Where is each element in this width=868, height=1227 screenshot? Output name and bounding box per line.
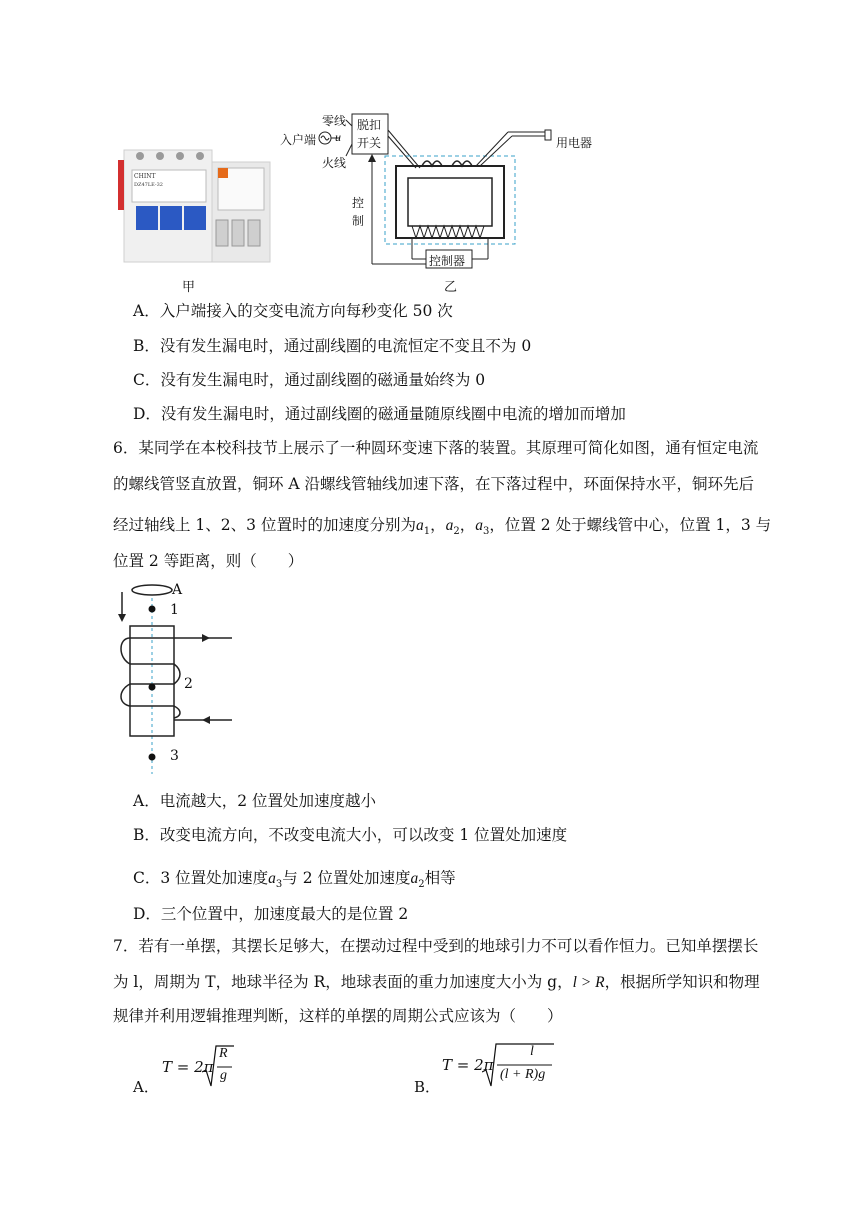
label-pos-2: 2 [184, 676, 193, 692]
label-live-line: 火线 [322, 156, 347, 170]
breaker-model: DZ47LE-32 [134, 182, 163, 188]
label-control-2: 制 [352, 214, 365, 228]
q6-option-a: A．电流越大，2 位置处加速度越小 [133, 792, 376, 810]
q6-option-d: D．三个位置中，加速度最大的是位置 2 [133, 905, 409, 923]
q7-line-3: 规律并利用逻辑推理判断，这样的单摆的周期公式应该为（ ） [113, 1007, 563, 1025]
q6-option-c: C．3 位置处加速度$a_3$与 2 位置处加速度$a_2$相等 [133, 869, 456, 891]
q6-line-1: 6．某同学在本校科技节上展示了一种圆环变速下落的装置。其原理可简化如图，通有恒定电流 [113, 439, 759, 457]
fig-jia-caption: 甲 [182, 280, 196, 295]
q6-line-2: 的螺线管竖直放置，铜环 A 沿螺线管轴线加速下落，在下落过程中，环面保持水平，铜环先后 [113, 475, 755, 493]
q6-line-4: 位置 2 等距离，则（ ） [113, 552, 304, 570]
solenoid-figure [110, 578, 250, 774]
label-controller: 控制器 [429, 254, 466, 268]
breaker-photo [118, 140, 276, 268]
label-pos-1: 1 [170, 602, 179, 618]
label-u: u [335, 130, 341, 144]
label-switch-2: 开关 [357, 136, 382, 150]
q6-line-3: 经过轴线上 1、2、3 位置时的加速度分别为$a_1$，$a_2$，$a_3$，位置 2 处于螺线管中心，位置 1，3 与 [113, 516, 772, 538]
q7-formula-a: T = 2π R g [162, 1044, 242, 1090]
label-appliance: 用电器 [556, 136, 593, 150]
circuit-diagram [280, 108, 600, 288]
label-ring-A: A [172, 582, 183, 598]
breaker-brand: CHINT [134, 173, 156, 180]
label-pos-3: 3 [170, 748, 179, 764]
q5-option-b: B．没有发生漏电时，通过副线圈的电流恒定不变且不为 0 [133, 337, 532, 355]
fig-yi-caption: 乙 [444, 280, 458, 295]
label-control-1: 控 [352, 196, 365, 210]
q6-option-b: B．改变电流方向，不改变电流大小，可以改变 1 位置处加速度 [133, 826, 568, 844]
q5-option-a: A．入户端接入的交变电流方向每秒变化 50 次 [133, 302, 453, 320]
label-input: 入户端 [280, 133, 317, 147]
q5-option-d: D．没有发生漏电时，通过副线圈的磁通量随原线圈中电流的增加而增加 [133, 405, 626, 423]
q7-formula-b: T = 2π l (l + R)g [442, 1042, 562, 1090]
label-zero-line: 零线 [322, 114, 347, 128]
q7-line-1: 7．若有一单摆，其摆长足够大，在摆动过程中受到的地球引力不可以看作恒力。已知单摆摆长 [113, 937, 759, 955]
q7-option-a-label: A． [133, 1078, 159, 1096]
q7-line-2: 为 l，周期为 T，地球半径为 R，地球表面的重力加速度大小为 g，l > R，根据所学知识和物理 [113, 973, 760, 991]
label-switch-1: 脱扣 [357, 118, 382, 132]
q7-option-b-label: B． [414, 1078, 441, 1096]
q5-option-c: C．没有发生漏电时，通过副线圈的磁通量始终为 0 [133, 371, 486, 389]
